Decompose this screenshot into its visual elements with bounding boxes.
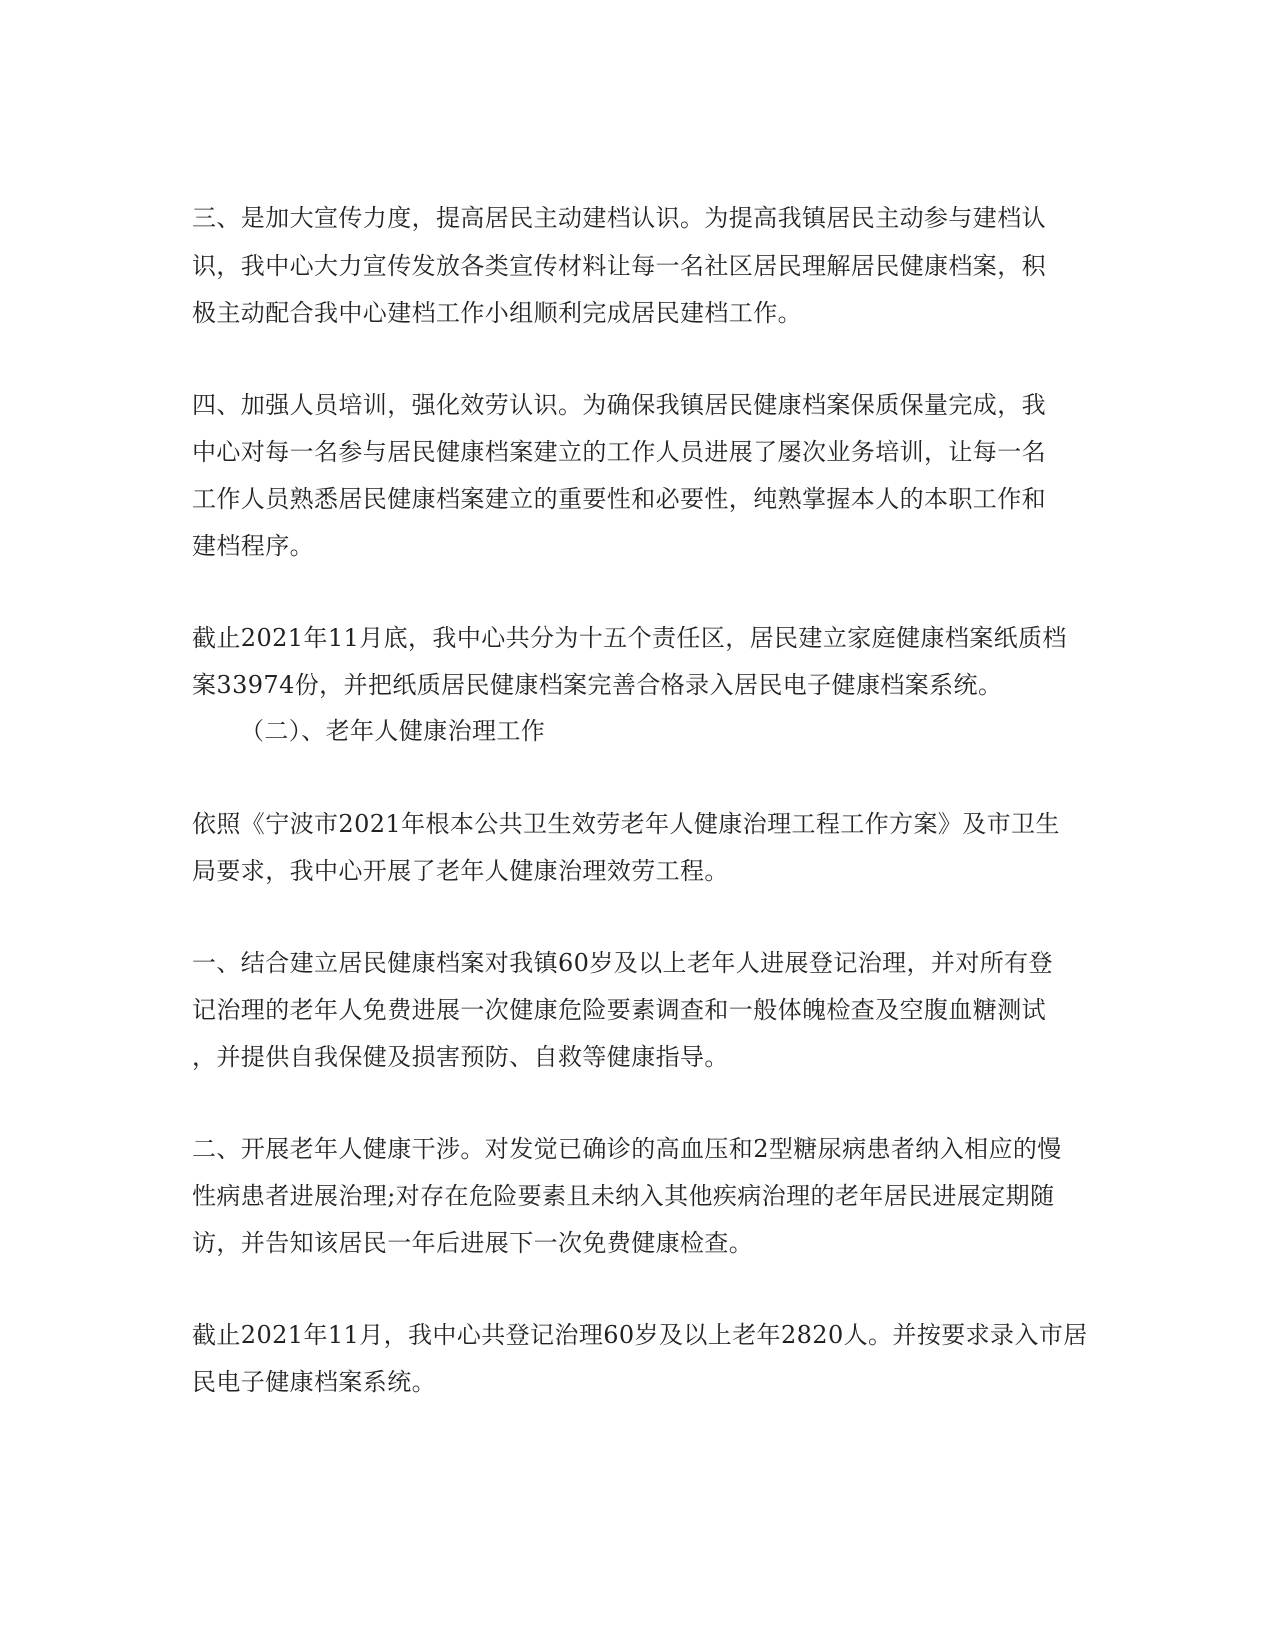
section-heading-text: （二）、老年人健康治理工作: [240, 717, 546, 745]
text-line: 极主动配合我中心建档工作小组顺利完成居民建档工作。: [192, 299, 802, 327]
text-line: 民电子健康档案系统。: [192, 1368, 436, 1396]
text-line: 建档程序。: [192, 532, 314, 560]
text-line: 三、是加大宣传力度，提高居民主动建档认识。为提高我镇居民主动参与建档认: [192, 204, 1046, 232]
text-line: 截止2021年11月，我中心共登记治理60岁及以上老年2820人。并按要求录入市居: [192, 1321, 1088, 1349]
text-line: 访，并告知该居民一年后进展下一次免费健康检查。: [192, 1229, 754, 1257]
text-line: ，并提供自我保健及损害预防、自救等健康指导。: [192, 1043, 729, 1071]
text-line: 局要求，我中心开展了老年人健康治理效劳工程。: [192, 857, 729, 885]
text-line: 中心对每一名参与居民健康档案建立的工作人员进展了屡次业务培训，让每一名: [192, 438, 1046, 466]
text-line: 四、加强人员培训，强化效劳认识。为确保我镇居民健康档案保质保量完成，我: [192, 391, 1046, 419]
text-line: 工作人员熟悉居民健康档案建立的重要性和必要性，纯熟掌握本人的本职工作和: [192, 485, 1046, 513]
text-line: 性病患者进展治理;对存在危险要素且未纳入其他疾病治理的老年居民进展定期随: [192, 1182, 1055, 1210]
text-line: 一、结合建立居民健康档案对我镇60岁及以上老年人进展登记治理，并对所有登: [192, 949, 1053, 977]
text-line: 截止2021年11月底，我中心共分为十五个责任区，居民建立家庭健康档案纸质档: [192, 624, 1067, 652]
text-line: 依照《宁波市2021年根本公共卫生效劳老年人健康治理工程工作方案》及市卫生: [192, 810, 1060, 838]
text-line: 记治理的老年人免费进展一次健康危险要素调查和一般体魄检查及空腹血糖测试: [192, 996, 1046, 1024]
text-line: 识，我中心大力宣传发放各类宣传材料让每一名社区居民理解居民健康档案，积: [192, 252, 1046, 280]
text-line: 案33974份，并把纸质居民健康档案完善合格录入居民电子健康档案系统。: [192, 671, 1003, 699]
text-line: 二、开展老年人健康干涉。对发觉已确诊的高血压和2型糖尿病患者纳入相应的慢: [192, 1135, 1062, 1163]
